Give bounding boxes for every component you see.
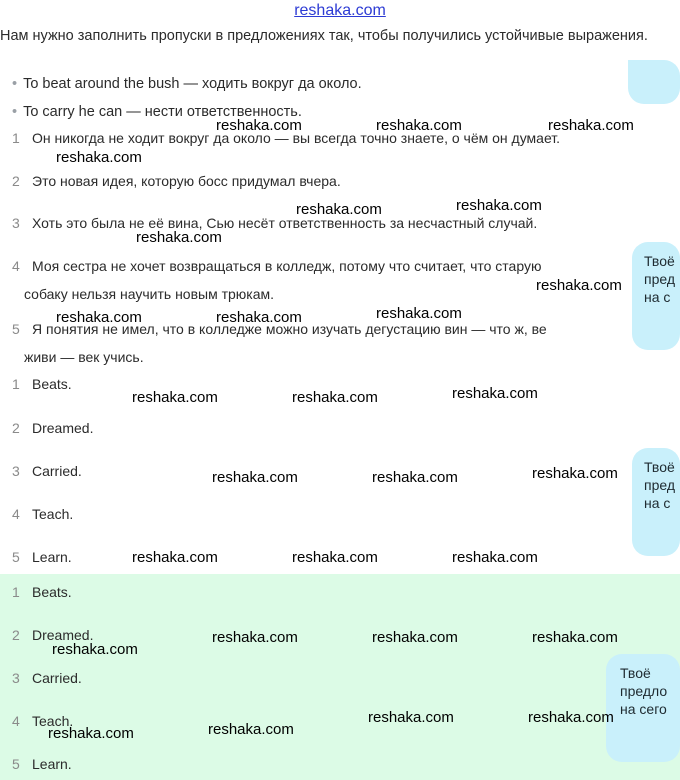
row-number: 3	[12, 463, 20, 479]
row-number: 1	[12, 130, 20, 146]
bullet-item-1	[12, 76, 362, 92]
watermark: reshaka.com	[548, 117, 634, 134]
row-number: 2	[12, 420, 20, 436]
watermark: reshaka.com	[452, 549, 538, 566]
row-text: Хоть это была не её вина, Сью несёт ответственность за несчастный случай.	[32, 215, 538, 231]
answer-row	[12, 374, 72, 394]
watermark: reshaka.com	[212, 629, 298, 646]
watermark: reshaka.com	[292, 389, 378, 406]
answer-row	[12, 547, 72, 567]
row-text: Carried.	[32, 670, 82, 686]
row-number: 5	[12, 321, 20, 337]
chat-bubble[interactable]	[606, 654, 680, 762]
row-text: Teach.	[32, 713, 74, 729]
row-text: Beats.	[32, 584, 72, 600]
row-number: 3	[12, 215, 20, 231]
watermark: reshaka.com	[536, 277, 622, 294]
watermark: reshaka.com	[216, 117, 302, 134]
watermark: reshaka.com	[56, 309, 142, 326]
watermark: reshaka.com	[136, 229, 222, 246]
row-text: Он никогда не ходит вокруг да около — вы всегда точно знаете, о чём он думает.	[32, 130, 561, 146]
green-answer-block	[0, 574, 680, 780]
bullet-dot-icon: •	[12, 76, 18, 92]
bubble-line: Твоё	[644, 253, 675, 269]
watermark: reshaka.com	[376, 117, 462, 134]
row-number: 4	[12, 258, 20, 274]
site-title[interactable]: reshaka.com	[294, 2, 386, 19]
answer-row	[12, 754, 72, 774]
bullet-text: To beat around the bush — ходить вокруг да около.	[23, 76, 362, 92]
row-number: 5	[12, 549, 20, 565]
bubble-line: Твоё	[644, 459, 675, 475]
answer-row	[12, 504, 73, 524]
row-text: Моя сестра не хочет возвращаться в колледж, потому что считает, что старую	[32, 258, 542, 274]
watermark: reshaka.com	[372, 629, 458, 646]
watermark: reshaka.com	[296, 201, 382, 218]
sentence-continuation: собаку нельзя научить новым трюкам.	[24, 286, 275, 302]
bubble-line: предло	[620, 683, 668, 699]
row-number: 4	[12, 506, 20, 522]
bubble-line: пред	[644, 271, 676, 287]
watermark: reshaka.com	[528, 709, 614, 726]
watermark: reshaka.com	[376, 305, 462, 322]
row-text: Learn.	[32, 549, 72, 565]
watermark: reshaka.com	[372, 469, 458, 486]
watermark: reshaka.com	[292, 549, 378, 566]
chat-bubble[interactable]	[632, 448, 680, 556]
bubble-line: на сего	[620, 701, 667, 717]
sentence-row	[12, 256, 632, 276]
sentence-row	[12, 213, 537, 233]
row-text: Это новая идея, которую босс придумал вчера.	[32, 173, 341, 189]
watermark: reshaka.com	[132, 549, 218, 566]
sentence-row	[12, 171, 341, 191]
sentence-continuation: живи — век учись.	[24, 349, 144, 365]
watermark: reshaka.com	[368, 709, 454, 726]
row-number: 3	[12, 670, 20, 686]
watermark: reshaka.com	[212, 469, 298, 486]
row-text: Learn.	[32, 756, 72, 772]
watermark: reshaka.com	[132, 389, 218, 406]
bullet-text: To carry he can — нести ответственность.	[23, 104, 302, 120]
bubble-line: на с	[644, 289, 671, 305]
row-number: 2	[12, 627, 20, 643]
row-text: Я понятия не имел, что в колледже можно изучать дегустацию вин — что ж, ве	[32, 321, 547, 337]
chat-bubble[interactable]	[632, 242, 680, 350]
row-number: 1	[12, 376, 20, 392]
chat-bubble-top[interactable]	[628, 60, 680, 104]
intro-text: Нам нужно заполнить пропуски в предложениях так, чтобы получились устойчивые выражения.	[0, 28, 648, 44]
watermark: reshaka.com	[216, 309, 302, 326]
row-text: Dreamed.	[32, 627, 94, 643]
watermark: reshaka.com	[208, 721, 294, 738]
watermark: reshaka.com	[532, 465, 618, 482]
bubble-line: на с	[644, 495, 671, 511]
row-text: Carried.	[32, 463, 82, 479]
watermark: reshaka.com	[452, 385, 538, 402]
watermark: reshaka.com	[56, 149, 142, 166]
watermark: reshaka.com	[52, 641, 138, 658]
watermark: reshaka.com	[456, 197, 542, 214]
row-number: 4	[12, 713, 20, 729]
answer-row	[12, 582, 72, 602]
bubble-line: пред	[644, 477, 676, 493]
row-text: Teach.	[32, 506, 74, 522]
answer-row	[12, 461, 82, 481]
row-number: 5	[12, 756, 20, 772]
row-number: 1	[12, 584, 20, 600]
answer-row	[12, 418, 93, 438]
watermark: reshaka.com	[532, 629, 618, 646]
bullet-dot-icon: •	[12, 104, 18, 120]
row-text: Beats.	[32, 376, 72, 392]
row-number: 2	[12, 173, 20, 189]
row-text: Dreamed.	[32, 420, 94, 436]
watermark: reshaka.com	[48, 725, 134, 742]
answer-row	[12, 668, 82, 688]
bubble-line: Твоё	[620, 665, 651, 681]
